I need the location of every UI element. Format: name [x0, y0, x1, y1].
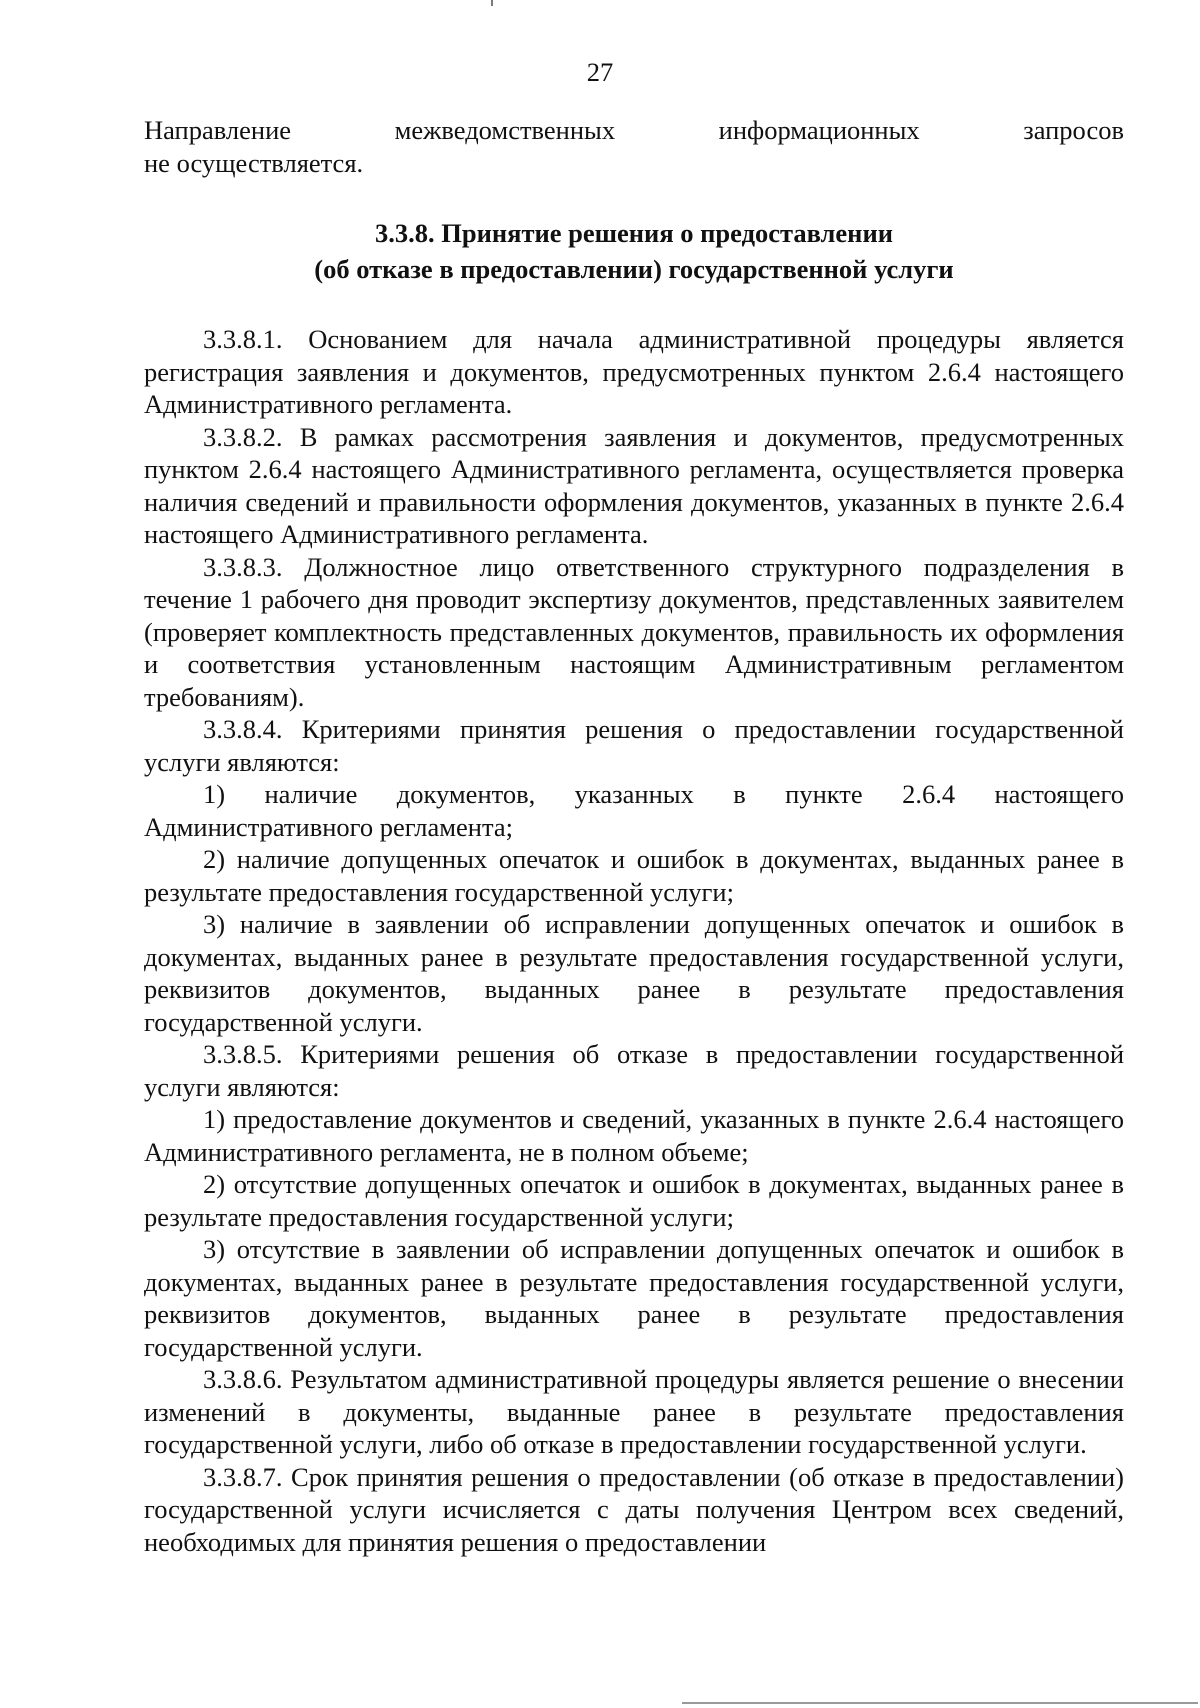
intro-word-2: межведомственных	[394, 115, 616, 145]
section-heading	[144, 215, 1124, 287]
list-item-grant-criterion-2: 2) наличие допущенных опечаток и ошибок в документах, выданных ранее в результате предоставления государственной услуги;	[144, 844, 1124, 907]
paragraph-3-3-8-7: 3.3.8.7. Срок принятия решения о предоставлении (об отказе в предоставлении) государственной услуги исчисляется с даты получения Центром всех сведений, необходимых для принятия решения о предоставлении	[144, 1461, 1124, 1557]
list-item-grant-criterion-3: 3) наличие в заявлении об исправлении допущенных опечаток и ошибок в документах, выданных ранее в результате предоставления государственной услуги, реквизитов документов, выданных ранее в результате предоставления государственной услуги.	[144, 909, 1124, 1037]
list-item-refusal-criterion-3: 3) отсутствие в заявлении об исправлении допущенных опечаток и ошибок в документах, выданных ранее в результате предоставления государственной услуги, реквизитов документов, выданных ранее в результате предоставления государственной услуги.	[144, 1234, 1124, 1362]
intro-line-1	[144, 114, 1124, 147]
intro-line-2: не осуществляется.	[144, 147, 364, 178]
page-number: 27	[586, 57, 614, 87]
intro-word-1: Направление	[144, 115, 292, 145]
paragraph-3-3-8-1: 3.3.8.1. Основанием для начала административной процедуры является регистрация заявления и документов, предусмотренных пунктом 2.6.4 настоящего Административного регламента.	[144, 324, 1124, 419]
intro-word-4: запросов	[1023, 115, 1124, 145]
paragraph-3-3-8-5: 3.3.8.5. Критериями решения об отказе в предоставлении государственной услуги являются:	[144, 1039, 1124, 1102]
section-heading-line-2: (об отказе в предоставлении) государственной услуги	[314, 254, 954, 284]
paragraph-3-3-8-6: 3.3.8.6. Результатом административной процедуры является решение о внесении изменений в документы, выданные ранее в результате предоставления государственной услуги, либо об отказе в предоставлении государственной услуги.	[144, 1364, 1124, 1459]
intro-word-3: информационных	[718, 115, 920, 145]
scan-artifact-top	[491, 0, 493, 6]
paragraph-3-3-8-2: 3.3.8.2. В рамках рассмотрения заявления и документов, предусмотренных пунктом 2.6.4 настоящего Административного регламента, осуществляется проверка наличия сведений и правильности оформления документов, указанных в пункте 2.6.4 настоящего Административного регламента.	[144, 421, 1124, 549]
document-body	[144, 114, 1124, 1558]
list-item-refusal-criterion-2: 2) отсутствие допущенных опечаток и ошибок в документах, выданных ранее в результате предоставления государственной услуги;	[144, 1169, 1124, 1232]
scan-artifact-bottom	[682, 1702, 1198, 1704]
paragraph-3-3-8-4: 3.3.8.4. Критериями принятия решения о предоставлении государственной услуги являются:	[144, 714, 1124, 777]
section-heading-line-1: 3.3.8. Принятие решения о предоставлении	[375, 218, 893, 248]
list-item-grant-criterion-1: 1) наличие документов, указанных в пункте 2.6.4 настоящего Административного регламента;	[144, 779, 1124, 842]
list-item-refusal-criterion-1: 1) предоставление документов и сведений, указанных в пункте 2.6.4 настоящего Административного регламента, не в полном объеме;	[144, 1104, 1124, 1167]
paragraph-3-3-8-3: 3.3.8.3. Должностное лицо ответственного структурного подразделения в течение 1 рабочего дня проводит экспертизу документов, представленных заявителем (проверяет комплектность представленных документов, правильность их оформления и соответствия установленным настоящим Административным регламентом требованиям).	[144, 551, 1124, 712]
